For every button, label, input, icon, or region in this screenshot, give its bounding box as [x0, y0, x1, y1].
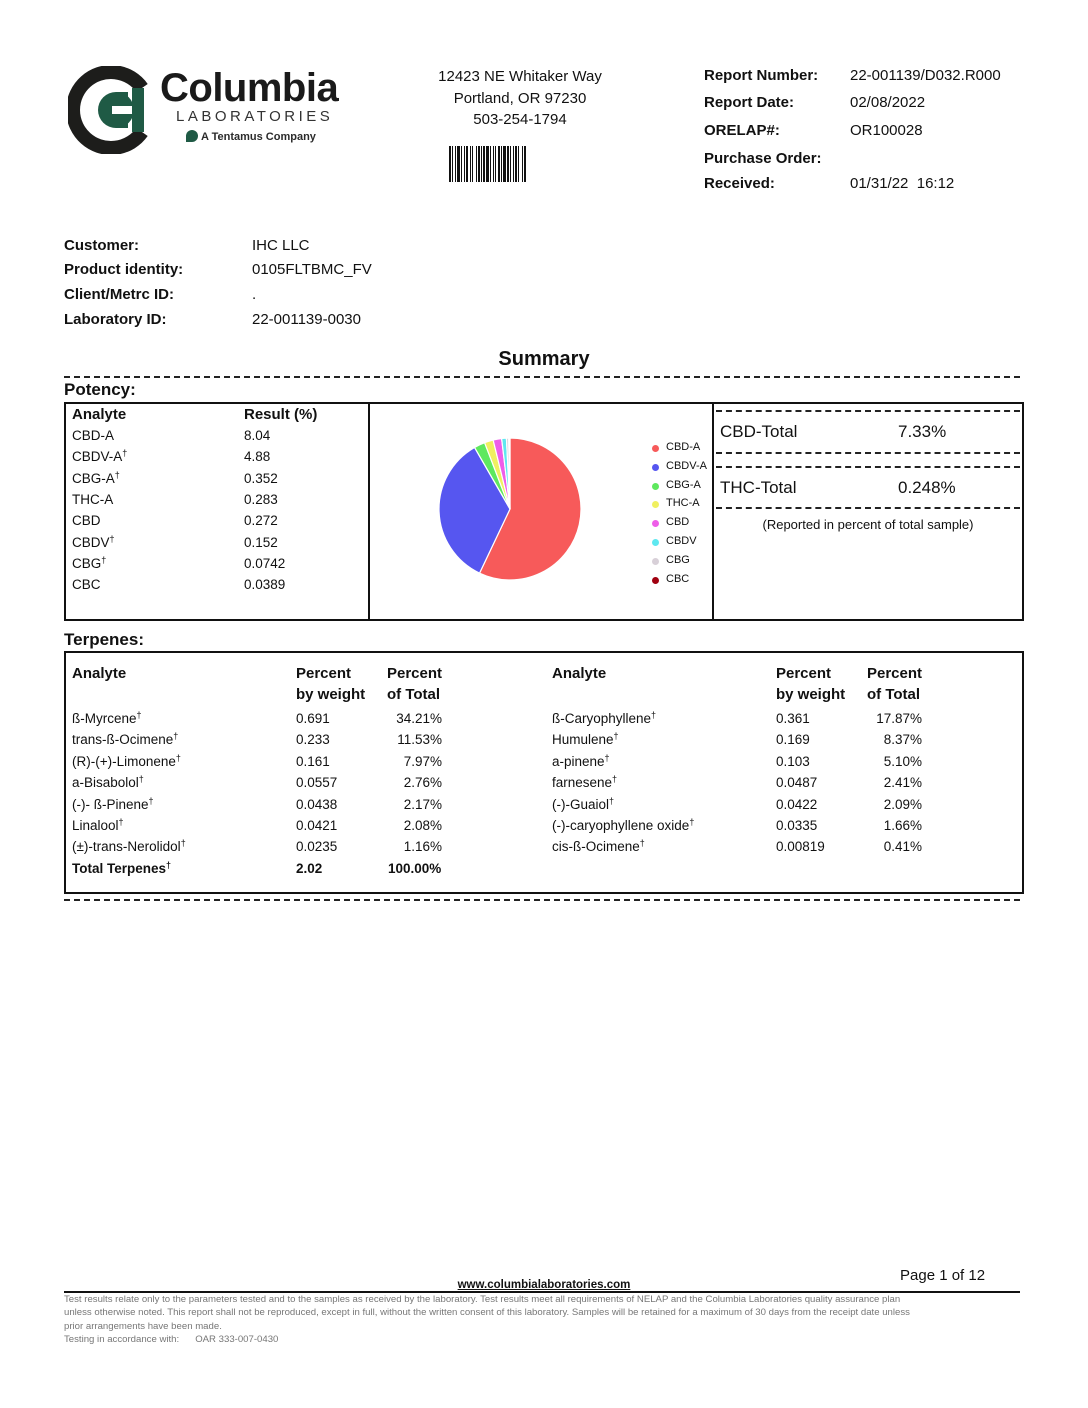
legend-swatch [652, 483, 659, 490]
terp-header-analyte: Analyte [72, 665, 127, 682]
potency-header-result: Result (%) [244, 406, 318, 423]
dagger-mark: † [651, 710, 657, 720]
thc-total-label: THC-Total [720, 478, 797, 497]
terpene-analyte [552, 711, 656, 726]
address-street: 12423 NE Whitaker Way [438, 68, 602, 85]
dagger-mark: † [114, 469, 120, 480]
terpene-percent-total: 17.87% [876, 711, 922, 726]
barcode-bar [481, 146, 482, 182]
legend-label: CBG-A [666, 478, 701, 491]
legend-swatch [652, 539, 659, 546]
terpene-analyte [72, 775, 144, 790]
barcode-bar [518, 146, 519, 182]
barcode-bar [490, 146, 491, 182]
client-metrc-id-value: . [252, 286, 257, 303]
terpene-percent-total: 7.97% [403, 753, 442, 769]
potency-analyte [72, 428, 114, 443]
header-line: by weight [776, 686, 846, 703]
terpene-weight: 0.0422 [776, 796, 818, 812]
terp-header-percent-total [387, 663, 442, 705]
terpene-analyte [552, 775, 617, 790]
potency-analyte [72, 471, 120, 486]
analyte-name: (-)- ß-Pinene [72, 796, 149, 812]
barcode-bar [495, 146, 496, 182]
columbia-logo-icon [68, 66, 156, 154]
tentamus-leaf-icon [186, 130, 198, 142]
legend-label: CBD-A [666, 441, 701, 453]
dagger-mark: † [122, 448, 128, 459]
dagger-mark: † [173, 731, 179, 742]
totals-dash-4 [716, 507, 1020, 509]
analyte-name: ß-Myrcene [72, 711, 137, 726]
barcode-bar [470, 146, 471, 182]
barcode-bar [498, 146, 500, 182]
header-line: of Total [387, 686, 441, 703]
potency-divider-2 [712, 402, 714, 621]
dagger-mark: † [609, 795, 615, 806]
header-line: of Total [867, 686, 921, 703]
barcode-bar [478, 146, 480, 182]
address-city: Portland, OR 97230 [453, 89, 587, 107]
cbd-total-value: 7.33% [898, 422, 947, 441]
analyte-name: CBDV-A [72, 449, 123, 465]
analyte-name: cis-ß-Ocimene [552, 839, 640, 855]
analyte-name: CBD [72, 513, 101, 529]
terpene-percent-total: 2.17% [403, 796, 442, 812]
terpene-analyte [72, 754, 181, 769]
analyte-name: THC-A [72, 491, 114, 507]
terpene-analyte [72, 797, 154, 812]
legend-label: CBDV-A [666, 459, 707, 472]
analyte-name: CBG [72, 555, 102, 571]
terpene-percent-total: 8.37% [883, 732, 922, 748]
potency-header-analyte: Analyte [72, 406, 127, 423]
analyte-name: CBDV [72, 534, 110, 550]
product-identity-label: Product identity: [64, 261, 184, 278]
barcode-bar [486, 146, 489, 182]
disclaimer-line: unless otherwise noted. This report shall not be reproduced, except in full, without the written consent of this laboratory. Samples will be retained for a maximum of 30 days from the receipt date unless [64, 1307, 910, 1319]
potency-analyte [72, 535, 115, 550]
logo-tagline [186, 130, 316, 143]
legend-swatch [652, 464, 659, 471]
meta-label: Purchase Order: [704, 150, 822, 167]
terp-header-percent-total [867, 663, 922, 705]
dagger-mark: † [689, 817, 695, 827]
analyte-name: CBC [72, 577, 101, 593]
disclaimer-line: Test results relate only to the parameters tested and to the samples as received by the laboratory. Test results meet all requirements of NELAP and the Columbia Laboratories quality assurance plan [64, 1294, 901, 1305]
terpene-percent-total: 2.76% [403, 775, 442, 791]
dagger-mark: † [136, 710, 142, 720]
meta-label: ORELAP#: [704, 122, 780, 139]
terpene-percent-total: 100.00% [388, 860, 442, 876]
client-metrc-id-label: Client/Metrc ID: [64, 286, 175, 303]
testing-value: OAR 333-007-0430 [195, 1333, 279, 1345]
analyte-name: farnesene [552, 775, 613, 791]
customer-label: Customer: [64, 237, 140, 254]
legend-label: CBD [666, 516, 690, 529]
totals-note: (Reported in percent of total sample) [762, 517, 974, 532]
terpenes-divider [64, 899, 1020, 901]
analyte-name: trans-ß-Ocimene [72, 732, 174, 748]
terpene-analyte [552, 818, 694, 833]
terpene-analyte [72, 732, 178, 747]
meta-value: OR100028 [850, 122, 923, 139]
potency-result: 0.0389 [244, 577, 286, 593]
terpenes-title: Terpenes: [64, 630, 144, 649]
laboratory-id-label: Laboratory ID: [64, 311, 167, 328]
analyte-name: Humulene [552, 732, 614, 748]
legend-label: CBC [666, 572, 690, 585]
potency-analyte [72, 513, 101, 528]
potency-result: 0.352 [244, 470, 278, 486]
dagger-mark: † [175, 752, 181, 763]
terpene-percent-total: 0.41% [883, 839, 922, 855]
tagline-text: A Tentamus Company [201, 131, 316, 143]
potency-analyte [72, 492, 113, 507]
terpene-percent-total: 11.53% [397, 732, 442, 748]
barcode-bar [493, 146, 494, 182]
dagger-mark: † [109, 533, 115, 544]
terpene-analyte [552, 797, 614, 812]
terp-header-percent-weight [296, 663, 365, 705]
terpene-weight: 2.02 [296, 860, 323, 876]
barcode-bar [476, 146, 477, 182]
analyte-name: (-)-Guaiol [552, 796, 610, 812]
meta-value: 02/08/2022 [850, 94, 926, 111]
barcode-bar [515, 146, 517, 182]
barcode-bar [524, 146, 526, 182]
terpene-percent-total: 2.08% [403, 818, 442, 833]
summary-title: Summary [498, 348, 590, 370]
legend-label: CBDV [666, 535, 697, 547]
terpene-analyte [552, 732, 619, 747]
barcode-bar [510, 146, 511, 182]
terpene-analyte [72, 861, 171, 876]
dagger-mark: † [148, 795, 154, 806]
header-line: Percent [776, 665, 832, 682]
summary-divider [64, 376, 1020, 378]
barcode-bar [522, 146, 523, 182]
terpene-analyte [72, 839, 186, 854]
dagger-mark: † [604, 752, 610, 763]
potency-analyte [72, 556, 106, 571]
dagger-mark: † [138, 774, 144, 785]
terpene-weight: 0.233 [296, 732, 330, 748]
terpene-percent-total: 5.10% [883, 753, 922, 769]
barcode-icon [449, 146, 569, 182]
meta-label: Received: [704, 175, 775, 192]
barcode-bar [507, 146, 509, 182]
page-number: Page 1 of 12 [900, 1267, 986, 1284]
potency-result: 4.88 [244, 449, 271, 465]
terpene-percent-total: 2.41% [883, 775, 922, 791]
disclaimer-line: prior arrangements have been made. [64, 1320, 222, 1332]
potency-result: 0.0742 [244, 555, 286, 571]
analyte-name: CBD-A [72, 428, 115, 443]
lab-address [420, 66, 620, 131]
header-line: Percent [296, 665, 352, 682]
terpene-percent-total: 2.09% [883, 796, 922, 812]
potency-title: Potency: [64, 380, 136, 399]
terpene-weight: 0.361 [776, 711, 810, 726]
potency-result: 0.152 [244, 534, 278, 550]
meta-label: Report Date: [704, 94, 795, 111]
legend-label: CBG [666, 553, 690, 566]
totals-dash-3 [716, 466, 1020, 468]
address-phone: 503-254-1794 [473, 111, 567, 128]
legend-label: THC-A [666, 497, 700, 510]
barcode-bar [464, 146, 465, 182]
analyte-name: (-)-caryophyllene oxide [552, 818, 690, 833]
legend-swatch [652, 558, 659, 565]
dagger-mark: † [639, 838, 645, 849]
barcode-bar [483, 146, 485, 182]
potency-result: 0.283 [244, 491, 278, 507]
meta-value: 22-001139/D032.R000 [850, 67, 1001, 84]
barcode-bar [472, 146, 473, 182]
barcode-bar [455, 146, 456, 182]
dagger-mark: † [612, 774, 618, 785]
legend-swatch [652, 445, 659, 452]
terpene-percent-total: 1.66% [883, 818, 922, 833]
analyte-name: ß-Caryophyllene [552, 711, 652, 726]
potency-result: 8.04 [244, 428, 271, 443]
thc-total-value: 0.248% [898, 478, 956, 497]
totals-dash-1 [716, 410, 1020, 412]
terpene-weight: 0.691 [296, 711, 330, 726]
header-line: Percent [867, 665, 923, 682]
terpene-weight: 0.103 [776, 753, 810, 769]
product-identity-value: 0105FLTBMC_FV [252, 261, 372, 278]
dagger-mark: † [166, 859, 172, 870]
analyte-name: a-pinene [552, 753, 605, 769]
potency-divider-1 [368, 402, 370, 621]
analyte-name: CBG-A [72, 470, 115, 486]
disclaimer [64, 1293, 1020, 1346]
terpene-analyte [72, 711, 142, 726]
meta-value: 01/31/22 16:12 [850, 175, 955, 192]
meta-label: Report Number: [704, 67, 819, 84]
terpene-weight: 0.0235 [296, 839, 338, 855]
logo-wordmark: Columbia [160, 66, 339, 110]
totals-dash-2 [716, 452, 1020, 454]
logo-subtitle: LABORATORIES [176, 108, 334, 125]
barcode-bar [513, 146, 514, 182]
terpene-weight: 0.0335 [776, 818, 818, 833]
barcode-bar [457, 146, 460, 182]
website-link[interactable]: www.columbialaboratories.com [457, 1279, 631, 1291]
terp-header-percent-weight [776, 663, 845, 705]
dagger-mark: † [118, 817, 124, 827]
dagger-mark: † [180, 838, 186, 849]
terpene-weight: 0.00819 [776, 839, 825, 855]
barcode-bar [449, 146, 451, 182]
dagger-mark: † [613, 731, 619, 742]
barcode-bar [466, 146, 468, 182]
terpene-weight: 0.169 [776, 732, 810, 748]
legend-swatch [652, 577, 659, 584]
header-line: by weight [296, 686, 366, 703]
terp-header-analyte: Analyte [552, 665, 607, 682]
potency-pie-chart [430, 430, 590, 590]
barcode-bar [501, 146, 502, 182]
potency-result: 0.272 [244, 513, 278, 529]
dagger-mark: † [101, 554, 107, 565]
terpene-analyte [552, 839, 645, 854]
barcode-bar [503, 146, 506, 182]
analyte-name: (R)-(+)-Limonene [72, 753, 176, 769]
testing-line [64, 1333, 1020, 1346]
terpene-weight: 0.0421 [296, 818, 338, 833]
analyte-name: a-Bisabolol [72, 775, 139, 791]
barcode-bar [452, 146, 453, 182]
terpene-analyte [72, 818, 124, 833]
customer-value: IHC LLC [252, 237, 310, 254]
analyte-name: Total Terpenes [72, 860, 167, 876]
testing-label: Testing in accordance with: [64, 1333, 180, 1345]
analyte-name: Linalool [72, 818, 119, 833]
terpene-weight: 0.0487 [776, 775, 818, 791]
terpene-weight: 0.161 [296, 753, 330, 769]
terpene-weight: 0.0438 [296, 796, 338, 812]
cbd-total-label: CBD-Total [720, 422, 798, 441]
terpene-percent-total: 34.21% [396, 711, 442, 726]
terpene-weight: 0.0557 [296, 775, 338, 791]
potency-analyte [72, 449, 127, 464]
potency-analyte [72, 577, 101, 592]
analyte-name: (±)-trans-Nerolidol [72, 839, 181, 855]
header-line: Percent [387, 665, 443, 682]
barcode-bar [461, 146, 462, 182]
laboratory-id-value: 22-001139-0030 [252, 311, 361, 328]
terpene-analyte [552, 754, 610, 769]
terpene-percent-total: 1.16% [403, 839, 442, 855]
